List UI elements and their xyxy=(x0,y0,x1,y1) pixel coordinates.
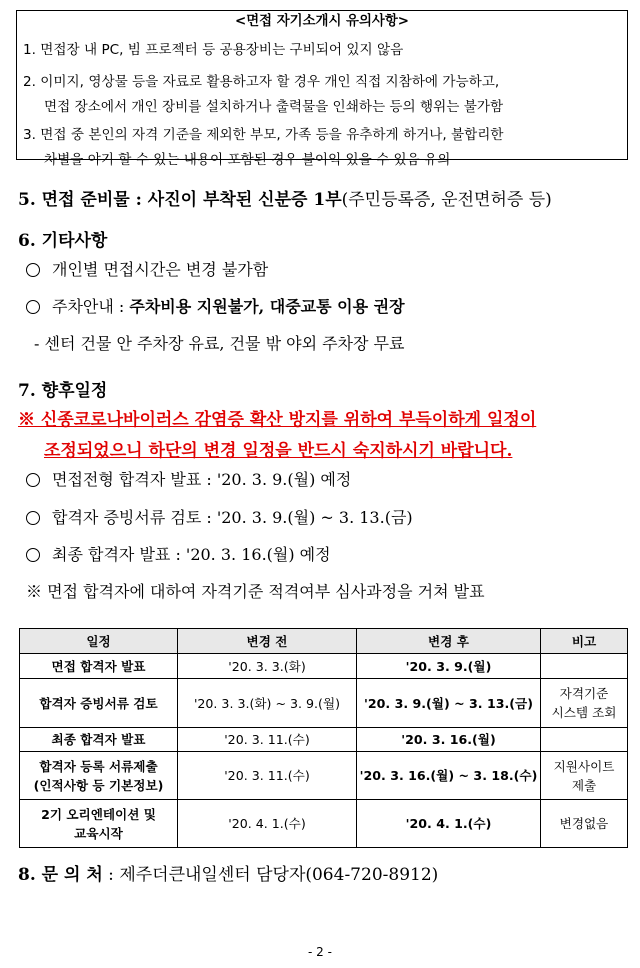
table-cell-item-line-2: (인적사항 등 기본정보) xyxy=(33,777,164,793)
section-7-warning-line-1: ※ 신종코로나바이러스 감염증 확산 방지를 위하여 부득이하게 일정이 xyxy=(18,410,537,430)
table-cell-before: '20. 3. 11.(수) xyxy=(178,752,357,800)
table-cell-before: '20. 4. 1.(수) xyxy=(178,800,357,848)
section-6-item-2 xyxy=(26,294,405,317)
table-cell-item: 합격자 증빙서류 검토 xyxy=(20,679,178,728)
table-cell-before: '20. 3. 3.(화) ~ 3. 9.(월) xyxy=(178,679,357,728)
section-5-label: 5. 면접 준비물 : 사진이 부착된 신분증 1부 xyxy=(18,190,342,210)
notice-item-1: 1. 면접장 내 PC, 빔 프로젝터 등 공용장비는 구비되어 있지 않음 xyxy=(23,42,404,58)
notice-box xyxy=(16,10,628,168)
table-header-after: 변경 후 xyxy=(357,629,541,654)
section-6-item-2-bold: 주차비용 지원불가, 대중교통 이용 권장 xyxy=(129,297,405,316)
section-5-detail: (주민등록증, 운전면허증 등) xyxy=(341,190,552,210)
table-cell-after: '20. 3. 16.(월) ~ 3. 18.(수) xyxy=(357,752,541,800)
table-row xyxy=(20,752,628,800)
table-cell-item-line-1: 2기 오리엔테이션 및 xyxy=(41,806,156,822)
circle-bullet-icon xyxy=(26,473,40,487)
section-7-note: ※ 면접 합격자에 대하여 자격기준 적격여부 심사과정을 거쳐 발표 xyxy=(26,582,485,601)
table-row xyxy=(20,654,628,679)
schedule-table xyxy=(19,628,628,848)
table-cell-note-line-1: 지원사이트 xyxy=(553,758,615,774)
notice-item-2: 2. 이미지, 영상물 등을 자료로 활용하고자 할 경우 개인 직접 지참하에 가능하고, xyxy=(23,74,500,90)
table-header-row xyxy=(20,629,628,654)
table-cell-note xyxy=(541,654,628,679)
section-5-heading xyxy=(18,185,552,210)
table-row xyxy=(20,728,628,752)
section-7-item-2 xyxy=(26,505,413,528)
section-7-item-1 xyxy=(26,467,351,490)
circle-bullet-icon xyxy=(26,511,40,525)
table-cell-note-line-2: 시스템 조회 xyxy=(551,705,617,720)
section-7-warning-line-2: 조정되었으니 하단의 변경 일정을 반드시 숙지하시기 바랍니다. xyxy=(44,441,513,461)
section-7-item-2-text: 합격자 증빙서류 검토 : '20. 3. 9.(월) ~ 3. 13.(금) xyxy=(52,508,413,527)
section-6-item-2-sub: - 센터 건물 안 주차장 유료, 건물 밖 야외 주차장 무료 xyxy=(34,334,405,353)
section-7-heading: 7. 향후일정 xyxy=(18,381,108,401)
notice-title: <면접 자기소개시 유의사항> xyxy=(234,14,410,29)
table-cell-item-line-2: 교육시작 xyxy=(74,825,123,841)
table-cell-before: '20. 3. 11.(수) xyxy=(178,728,357,752)
section-6-item-1 xyxy=(26,257,268,280)
circle-bullet-icon xyxy=(26,263,40,277)
table-cell-note: 변경없음 xyxy=(541,800,628,848)
table-cell-after: '20. 4. 1.(수) xyxy=(357,800,541,848)
section-6-item-2-prefix: 주차안내 : xyxy=(52,297,130,316)
table-header-item: 일정 xyxy=(20,629,178,654)
notice-item-3: 3. 면접 중 본인의 자격 기준을 제외한 부모, 가족 등을 유추하게 하거나, 불합리한 xyxy=(23,127,504,143)
table-cell-before: '20. 3. 3.(화) xyxy=(178,654,357,679)
section-7-item-1-text: 면접전형 합격자 발표 : '20. 3. 9.(월) 예정 xyxy=(52,470,352,489)
table-cell-note-line-2: 제출 xyxy=(571,777,597,793)
table-row xyxy=(20,679,628,728)
table-cell-after: '20. 3. 16.(월) xyxy=(357,728,541,752)
table-header-note: 비고 xyxy=(541,629,628,654)
table-cell-item: 최종 합격자 발표 xyxy=(20,728,178,752)
table-cell-item-line-1: 합격자 등록 서류제출 xyxy=(39,758,158,774)
table-cell-note-line-1: 자격기준 xyxy=(559,686,609,701)
table-cell-after: '20. 3. 9.(월) xyxy=(357,654,541,679)
section-8-heading xyxy=(18,860,438,885)
table-cell-item: 면접 합격자 발표 xyxy=(20,654,178,679)
table-row xyxy=(20,800,628,848)
section-8-detail: : 제주더큰내일센터 담당자(064-720-8912) xyxy=(102,865,439,885)
circle-bullet-icon xyxy=(26,300,40,314)
section-7-item-3-text: 최종 합격자 발표 : '20. 3. 16.(월) 예정 xyxy=(52,545,331,564)
table-cell-note xyxy=(541,752,628,800)
table-cell-item xyxy=(20,752,178,800)
section-7-item-3 xyxy=(26,542,331,565)
table-cell-item xyxy=(20,800,178,848)
page-number: - 2 - xyxy=(308,945,332,959)
table-cell-note xyxy=(541,679,628,728)
section-8-label: 8. 문 의 처 xyxy=(18,865,103,885)
section-6-heading: 6. 기타사항 xyxy=(18,231,108,251)
table-cell-after: '20. 3. 9.(월) ~ 3. 13.(금) xyxy=(357,679,541,728)
notice-item-3-cont: 차별을 야기 할 수 있는 내용이 포함된 경우 불이익 있을 수 있음 유의 xyxy=(44,152,451,168)
table-header-before: 변경 전 xyxy=(178,629,357,654)
circle-bullet-icon xyxy=(26,548,40,562)
section-6-item-1-text: 개인별 면접시간은 변경 불가함 xyxy=(52,260,269,279)
notice-item-2-cont: 면접 장소에서 개인 장비를 설치하거나 출력물을 인쇄하는 등의 행위는 불가함 xyxy=(44,99,504,115)
table-cell-note xyxy=(541,728,628,752)
